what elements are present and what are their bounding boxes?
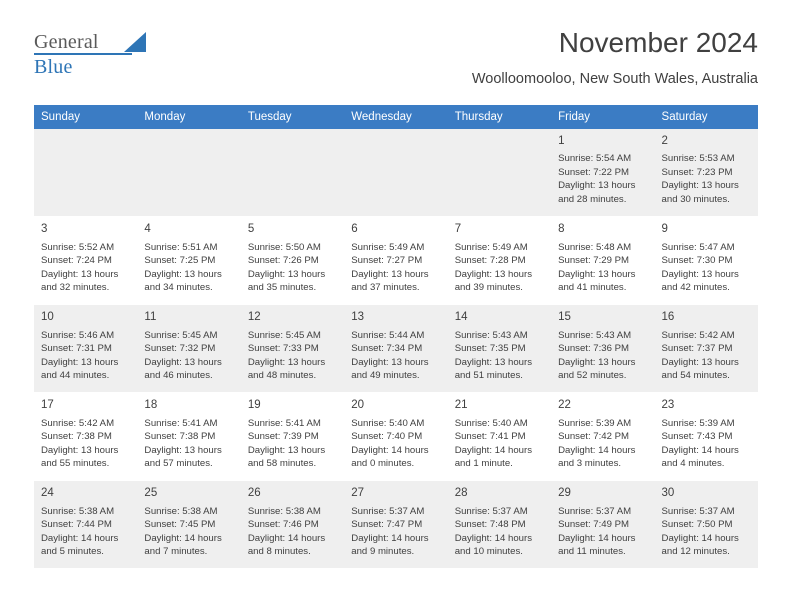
day-detail-line: Daylight: 13 hours (247, 268, 326, 280)
calendar-header-row (34, 105, 758, 129)
calendar-day-cell[interactable] (551, 217, 654, 305)
day-number: 15 (558, 311, 571, 324)
calendar-day-cell[interactable] (137, 393, 240, 481)
day-number: 3 (41, 223, 48, 236)
day-detail-line: Daylight: 13 hours (661, 268, 739, 280)
day-detail-line: and 41 minutes. (558, 282, 627, 294)
day-number: 28 (454, 487, 468, 500)
day-detail-line: Sunrise: 5:42 AM (41, 417, 115, 429)
day-number: 6 (351, 223, 358, 236)
day-number: 17 (41, 399, 54, 412)
day-detail-line: Sunrise: 5:42 AM (661, 329, 735, 341)
calendar-day-cell[interactable] (655, 393, 758, 481)
day-number: 20 (351, 399, 365, 412)
day-detail-line: Sunrise: 5:49 AM (351, 241, 425, 253)
day-detail-line: Sunset: 7:39 PM (247, 431, 319, 443)
day-detail-line: Sunset: 7:38 PM (41, 431, 112, 443)
calendar-day-cell[interactable] (655, 129, 758, 217)
calendar-day-cell[interactable] (655, 217, 758, 305)
day-detail-line: Sunrise: 5:39 AM (661, 417, 735, 429)
day-number: 18 (144, 399, 158, 412)
day-detail-line: Sunset: 7:27 PM (351, 255, 423, 267)
day-detail-line: Sunrise: 5:38 AM (247, 505, 321, 517)
day-detail-line: Sunrise: 5:41 AM (144, 417, 218, 429)
day-detail-line: Sunset: 7:22 PM (558, 166, 630, 178)
calendar-day-cell[interactable] (241, 305, 344, 393)
day-detail-line: Sunset: 7:40 PM (351, 431, 423, 443)
day-detail-line: Sunset: 7:35 PM (454, 343, 526, 355)
day-detail-line: and 32 minutes. (41, 282, 110, 294)
day-detail-line: Sunset: 7:43 PM (661, 431, 733, 443)
calendar-body (34, 129, 758, 569)
day-detail-line: Sunset: 7:23 PM (661, 166, 733, 178)
day-detail-line: Sunset: 7:47 PM (351, 519, 423, 531)
day-detail-line: Daylight: 13 hours (351, 356, 429, 368)
day-number: 26 (247, 487, 261, 500)
day-detail-line: Sunrise: 5:51 AM (144, 241, 218, 253)
day-detail-line: Sunrise: 5:37 AM (454, 505, 528, 517)
calendar-day-cell[interactable] (34, 305, 137, 393)
weekday-header-wednesday: Wednesday (344, 105, 447, 129)
calendar-week-row (34, 129, 758, 217)
day-detail-line: and 8 minutes. (247, 546, 311, 558)
day-detail-line: and 12 minutes. (661, 546, 730, 558)
day-detail-line: Sunrise: 5:50 AM (247, 241, 321, 253)
weekday-header-sunday: Sunday (34, 105, 137, 129)
calendar-day-cell[interactable] (241, 393, 344, 481)
calendar-table (34, 105, 758, 570)
day-detail-line: Daylight: 14 hours (454, 532, 533, 544)
calendar-day-cell[interactable] (551, 393, 654, 481)
day-detail-line: Sunrise: 5:39 AM (558, 417, 632, 429)
day-detail-line: Sunrise: 5:44 AM (351, 329, 425, 341)
triangle-flag-icon (124, 32, 146, 52)
day-detail-line: Sunrise: 5:37 AM (351, 505, 425, 517)
day-detail-line: and 54 minutes. (661, 370, 730, 382)
page-header (0, 0, 792, 87)
day-detail-line: and 35 minutes. (247, 282, 317, 294)
day-detail-line: Sunset: 7:26 PM (247, 255, 319, 267)
day-detail-line: Daylight: 14 hours (247, 532, 326, 544)
day-detail-line: and 3 minutes. (558, 458, 622, 470)
day-number: 1 (558, 134, 565, 147)
day-detail-line: Sunrise: 5:54 AM (558, 153, 632, 165)
calendar-empty-cell (137, 129, 240, 217)
day-detail-line: Sunset: 7:25 PM (144, 255, 216, 267)
day-detail-line: Sunrise: 5:38 AM (144, 505, 218, 517)
day-detail-line: Daylight: 13 hours (144, 268, 222, 280)
day-detail-line: Sunrise: 5:53 AM (661, 153, 735, 165)
day-number: 12 (247, 311, 261, 324)
calendar-day-cell[interactable] (655, 481, 758, 569)
calendar-day-cell[interactable] (137, 217, 240, 305)
calendar-week-row (34, 217, 758, 305)
day-detail-line: Sunrise: 5:45 AM (247, 329, 321, 341)
day-number: 2 (661, 134, 668, 147)
day-number: 5 (247, 223, 255, 236)
day-number: 13 (351, 311, 365, 324)
day-detail-line: Daylight: 13 hours (558, 356, 636, 368)
day-detail-line: Daylight: 14 hours (351, 444, 429, 456)
day-detail-line: Sunset: 7:38 PM (144, 431, 216, 443)
page-subtitle: Woolloomooloo, New South Wales, Australia (471, 70, 758, 87)
day-detail-line: Daylight: 13 hours (558, 268, 636, 280)
day-detail-line: Sunset: 7:44 PM (41, 519, 112, 531)
day-detail-line: and 4 minutes. (661, 458, 725, 470)
day-detail-line: Daylight: 13 hours (144, 444, 222, 456)
day-detail-line: Daylight: 13 hours (41, 356, 119, 368)
day-detail-line: Sunset: 7:30 PM (661, 255, 733, 267)
title-block (472, 26, 758, 87)
calendar-day-cell[interactable] (34, 393, 137, 481)
day-detail-line: and 11 minutes. (558, 546, 626, 558)
day-detail-line: and 44 minutes. (41, 370, 110, 382)
calendar-day-cell[interactable] (551, 305, 654, 393)
day-detail-line: Sunset: 7:46 PM (247, 519, 319, 531)
calendar-day-cell[interactable] (448, 305, 551, 393)
day-detail-line: and 57 minutes. (144, 458, 213, 470)
day-detail-line: Daylight: 13 hours (454, 268, 533, 280)
day-detail-line: and 10 minutes. (454, 546, 523, 558)
calendar-empty-cell (344, 129, 447, 217)
day-detail-line: and 7 minutes. (144, 546, 208, 558)
day-detail-line: Sunrise: 5:41 AM (247, 417, 321, 429)
calendar-empty-cell (448, 129, 551, 217)
page-title: November 2024 (558, 27, 758, 58)
day-number: 14 (454, 311, 468, 324)
day-detail-line: and 52 minutes. (558, 370, 627, 382)
calendar-day-cell[interactable] (344, 393, 447, 481)
day-detail-line: Sunset: 7:41 PM (454, 431, 526, 443)
day-detail-line: Sunset: 7:50 PM (661, 519, 733, 531)
day-detail-line: Sunrise: 5:37 AM (661, 505, 735, 517)
calendar-empty-cell (34, 129, 137, 217)
calendar-day-cell[interactable] (448, 393, 551, 481)
day-detail-line: Daylight: 13 hours (351, 268, 429, 280)
brand-name-blue: Blue (34, 56, 73, 78)
day-detail-line: and 51 minutes. (454, 370, 523, 382)
day-detail-line: Daylight: 14 hours (558, 532, 636, 544)
day-detail-line: and 5 minutes. (41, 546, 104, 558)
day-number: 9 (661, 223, 668, 236)
day-detail-line: Sunset: 7:42 PM (558, 431, 630, 443)
day-detail-line: Sunset: 7:45 PM (144, 519, 216, 531)
day-number: 24 (41, 487, 54, 500)
calendar-day-cell[interactable] (34, 481, 137, 569)
weekday-header-tuesday: Tuesday (241, 105, 344, 129)
calendar-day-cell[interactable] (344, 305, 447, 393)
day-detail-line: and 1 minute. (454, 458, 513, 470)
calendar-week-row (34, 481, 758, 569)
day-number: 16 (661, 311, 675, 324)
day-detail-line: Sunset: 7:29 PM (558, 255, 630, 267)
day-detail-line: Sunset: 7:28 PM (454, 255, 526, 267)
calendar-day-cell[interactable] (241, 481, 344, 569)
day-detail-line: and 37 minutes. (351, 282, 420, 294)
day-detail-line: Sunset: 7:49 PM (558, 519, 630, 531)
calendar-day-cell[interactable] (655, 305, 758, 393)
day-number: 23 (661, 399, 675, 412)
day-detail-line: and 48 minutes. (247, 370, 317, 382)
brand-logo (34, 26, 154, 77)
day-number: 11 (144, 311, 157, 324)
day-detail-line: Sunrise: 5:48 AM (558, 241, 632, 253)
weekday-header-thursday: Thursday (448, 105, 551, 129)
day-detail-line: Sunset: 7:32 PM (144, 343, 216, 355)
day-detail-line: and 42 minutes. (661, 282, 730, 294)
weekday-header-monday: Monday (137, 105, 240, 129)
day-number: 7 (454, 223, 462, 236)
day-detail-line: Sunrise: 5:40 AM (454, 417, 528, 429)
day-detail-line: and 39 minutes. (454, 282, 523, 294)
weekday-header-friday: Friday (551, 105, 654, 129)
day-detail-line: Sunset: 7:33 PM (247, 343, 319, 355)
day-detail-line: and 28 minutes. (558, 193, 627, 205)
day-detail-line: and 0 minutes. (351, 458, 415, 470)
brand-divider (34, 53, 132, 55)
day-detail-line: Sunset: 7:24 PM (41, 255, 112, 267)
day-number: 10 (41, 311, 54, 324)
brand-name-general: General (34, 31, 99, 53)
day-detail-line: Daylight: 13 hours (247, 444, 326, 456)
day-detail-line: Daylight: 14 hours (454, 444, 533, 456)
day-number: 21 (454, 399, 468, 412)
day-detail-line: Sunrise: 5:43 AM (454, 329, 528, 341)
day-detail-line: Daylight: 13 hours (144, 356, 222, 368)
day-number: 4 (144, 223, 151, 236)
day-detail-line: Daylight: 14 hours (661, 532, 739, 544)
day-detail-line: Daylight: 13 hours (454, 356, 533, 368)
day-detail-line: Daylight: 13 hours (661, 180, 739, 192)
calendar-day-cell[interactable] (344, 217, 447, 305)
day-number: 30 (661, 487, 675, 500)
day-detail-line: Daylight: 13 hours (661, 356, 739, 368)
calendar-day-cell[interactable] (137, 305, 240, 393)
day-detail-line: Daylight: 13 hours (41, 268, 119, 280)
day-detail-line: and 34 minutes. (144, 282, 213, 294)
calendar-empty-cell (241, 129, 344, 217)
day-detail-line: Sunrise: 5:52 AM (41, 241, 115, 253)
day-detail-line: and 49 minutes. (351, 370, 420, 382)
calendar-day-cell[interactable] (551, 481, 654, 569)
day-number: 27 (351, 487, 365, 500)
day-number: 8 (558, 223, 565, 236)
day-detail-line: Sunset: 7:48 PM (454, 519, 526, 531)
calendar-day-cell[interactable] (34, 217, 137, 305)
day-detail-line: Daylight: 13 hours (247, 356, 326, 368)
day-detail-line: Sunrise: 5:45 AM (144, 329, 218, 341)
day-detail-line: and 55 minutes. (41, 458, 110, 470)
day-detail-line: Daylight: 14 hours (661, 444, 739, 456)
day-detail-line: and 46 minutes. (144, 370, 213, 382)
day-detail-line: Daylight: 14 hours (351, 532, 429, 544)
day-detail-line: Daylight: 14 hours (41, 532, 119, 544)
day-detail-line: and 9 minutes. (351, 546, 415, 558)
calendar-week-row (34, 305, 758, 393)
day-number: 22 (558, 399, 571, 412)
calendar-day-cell[interactable] (344, 481, 447, 569)
day-detail-line: Daylight: 13 hours (558, 180, 636, 192)
day-detail-line: Sunrise: 5:43 AM (558, 329, 632, 341)
day-number: 29 (558, 487, 571, 500)
day-detail-line: Sunset: 7:36 PM (558, 343, 630, 355)
calendar-day-cell[interactable] (448, 481, 551, 569)
day-detail-line: Daylight: 14 hours (558, 444, 636, 456)
day-detail-line: Sunrise: 5:38 AM (41, 505, 115, 517)
day-detail-line: Sunrise: 5:46 AM (41, 329, 115, 341)
day-detail-line: Sunrise: 5:37 AM (558, 505, 632, 517)
calendar-day-cell[interactable] (551, 129, 654, 217)
day-detail-line: Sunset: 7:37 PM (661, 343, 733, 355)
calendar-day-cell[interactable] (448, 217, 551, 305)
day-detail-line: and 30 minutes. (661, 193, 730, 205)
day-detail-line: and 58 minutes. (247, 458, 317, 470)
day-detail-line: Sunrise: 5:40 AM (351, 417, 425, 429)
day-detail-line: Sunrise: 5:49 AM (454, 241, 528, 253)
day-detail-line: Sunrise: 5:47 AM (661, 241, 735, 253)
day-detail-line: Daylight: 14 hours (144, 532, 222, 544)
calendar-day-cell[interactable] (241, 217, 344, 305)
calendar-week-row (34, 393, 758, 481)
calendar-day-cell[interactable] (137, 481, 240, 569)
day-detail-line: Sunset: 7:34 PM (351, 343, 423, 355)
weekday-header-saturday: Saturday (655, 105, 758, 129)
day-number: 25 (144, 487, 158, 500)
day-detail-line: Sunset: 7:31 PM (41, 343, 112, 355)
day-detail-line: Daylight: 13 hours (41, 444, 119, 456)
day-number: 19 (247, 399, 261, 412)
